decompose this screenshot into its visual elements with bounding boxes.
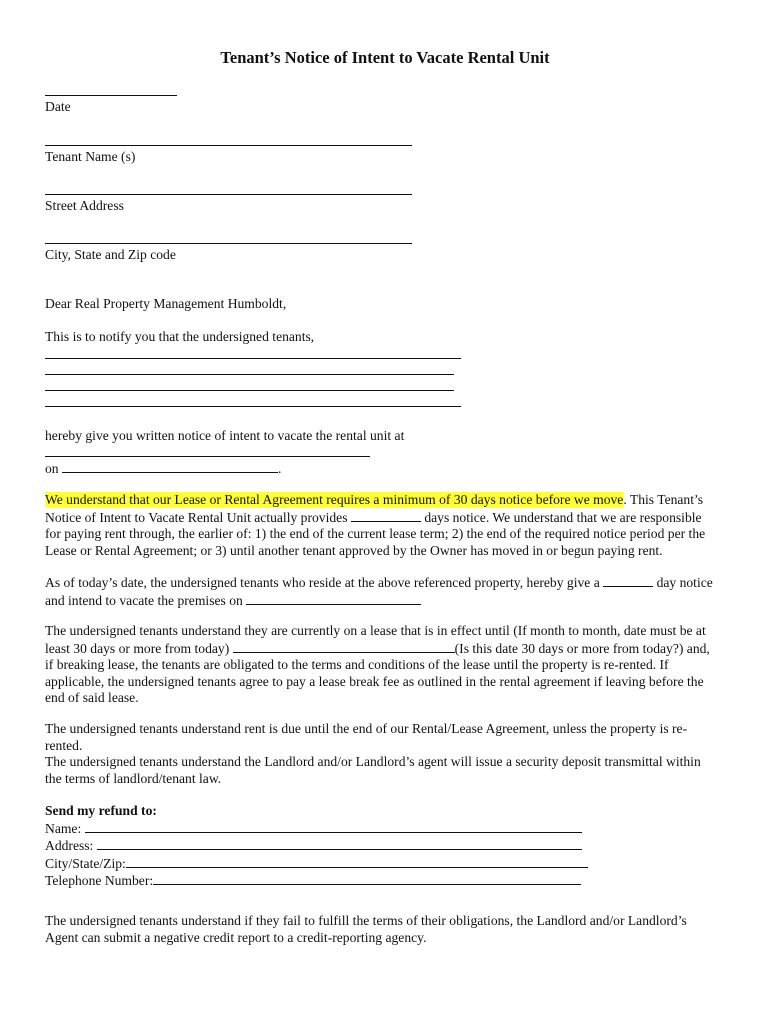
refund-address-row (45, 837, 725, 855)
p2-line-1 (45, 574, 725, 592)
refund-heading: Send my refund to: (45, 803, 157, 818)
p3-line-4: applicable, the undersigned tenants agree to pay a lease break fee as outlined in the rental agreement if leaving before the (45, 673, 704, 689)
refund-address-field[interactable] (97, 837, 582, 850)
p2-line-1a: As of today’s date, the undersigned tenants who reside at the above referenced property, hereby give a (45, 575, 600, 590)
street-address-label: Street Address (45, 198, 124, 213)
vacate-date-field[interactable] (62, 460, 278, 473)
days-notice-field[interactable] (351, 509, 421, 522)
tenants-line-2[interactable] (45, 374, 454, 375)
p3-line-3: if breaking lease, the tenants are obligated to the terms and conditions of the lease until the property is re-rented. If (45, 657, 669, 672)
salutation: Dear Real Property Management Humboldt, (45, 296, 287, 311)
p1-line-2b: days notice. We understand that we are responsible (424, 509, 702, 525)
p1-after-highlight: . This Tenant’s (623, 492, 704, 507)
refund-city-row (45, 855, 725, 873)
refund-phone-field[interactable] (153, 872, 581, 885)
p4-line-3: The undersigned tenants understand the Landlord and/or Landlord’s agent will issue a security deposit transmittal within (45, 754, 701, 769)
on-period: . (278, 461, 282, 476)
credit-report-paragraph (45, 913, 725, 946)
refund-name-row (45, 820, 725, 838)
p4-line-4: the terms of landlord/tenant law. (45, 770, 222, 786)
p1-line-2 (45, 509, 725, 527)
lease-end-date-field[interactable] (233, 640, 455, 653)
refund-name-field[interactable] (85, 820, 582, 833)
on-label: on (45, 461, 59, 476)
refund-address-label: Address: (45, 838, 94, 853)
refund-city-field[interactable] (126, 855, 588, 868)
hereby-text: hereby give you written notice of intent to vacate the rental unit at (45, 428, 405, 443)
p3-line-2a: least 30 days or more from today) (45, 640, 230, 656)
day-notice-paragraph (45, 574, 725, 609)
p2-line-1b: day notice (656, 575, 713, 590)
notify-intro: This is to notify you that the undersigned tenants, (45, 329, 315, 344)
tenant-name-label: Tenant Name (s) (45, 149, 136, 164)
date-field-line[interactable] (45, 95, 177, 96)
on-date-row (45, 460, 281, 478)
tenants-line-3[interactable] (45, 390, 454, 391)
p2-line-2-text: and intend to vacate the premises on (45, 592, 243, 608)
p4-line-2: rented. (45, 737, 83, 753)
refund-city-label: City/State/Zip: (45, 855, 126, 871)
p1-line-3: for paying rent through, the earlier of: 1) the end of the current lease term; 2) the end of the required notice period per the (45, 526, 706, 541)
p1-line-4: Lease or Rental Agreement; or 3) until another tenant approved by the Owner has moved in or begun paying rent. (45, 542, 663, 558)
tenants-line-1[interactable] (45, 358, 461, 359)
document-title: Tenant’s Notice of Intent to Vacate Rental Unit (220, 48, 550, 67)
p1-line-2a: Notice of Intent to Vacate Rental Unit actually provides (45, 509, 348, 525)
p3-line-2b: (Is this date 30 days or more from today?) and, (454, 640, 710, 656)
tenants-line-4[interactable] (45, 406, 461, 407)
p3-line-1: The undersigned tenants understand they are currently on a lease that is in effect until (If month to month, date must be at (45, 623, 706, 638)
p1-line-1 (45, 492, 725, 509)
p5-line-2: Agent can submit a negative credit report to a credit-reporting agency. (45, 929, 427, 945)
p3-line-5: end of said lease. (45, 690, 139, 705)
p2-line-2 (45, 592, 725, 610)
p4-line-1: The undersigned tenants understand rent is due until the end of our Rental/Lease Agreement, unless the property is re- (45, 721, 688, 736)
notice-requirement-highlight: We understand that our Lease or Rental Agreement requires a minimum of 30 days notice before we move (45, 492, 624, 507)
day-notice-field[interactable] (603, 574, 653, 587)
lease-paragraph (45, 623, 725, 707)
rent-deposit-paragraph (45, 721, 725, 787)
tenant-name-field-line[interactable] (45, 145, 412, 146)
refund-section (45, 803, 725, 890)
city-state-zip-field-line[interactable] (45, 243, 412, 244)
rental-unit-address-line[interactable] (45, 456, 370, 457)
p3-line-2 (45, 640, 725, 658)
notice-requirement-paragraph (45, 492, 725, 559)
city-state-zip-label: City, State and Zip code (45, 247, 176, 262)
refund-name-label: Name: (45, 820, 82, 836)
refund-phone-label: Telephone Number: (45, 873, 154, 888)
street-address-field-line[interactable] (45, 194, 412, 195)
vacate-premises-date-field[interactable] (246, 592, 421, 605)
refund-phone-row (45, 872, 725, 890)
p5-line-1: The undersigned tenants understand if they fail to fulfill the terms of their obligations, the Landlord and/or Landlord’s (45, 913, 687, 928)
date-label: Date (45, 99, 71, 114)
